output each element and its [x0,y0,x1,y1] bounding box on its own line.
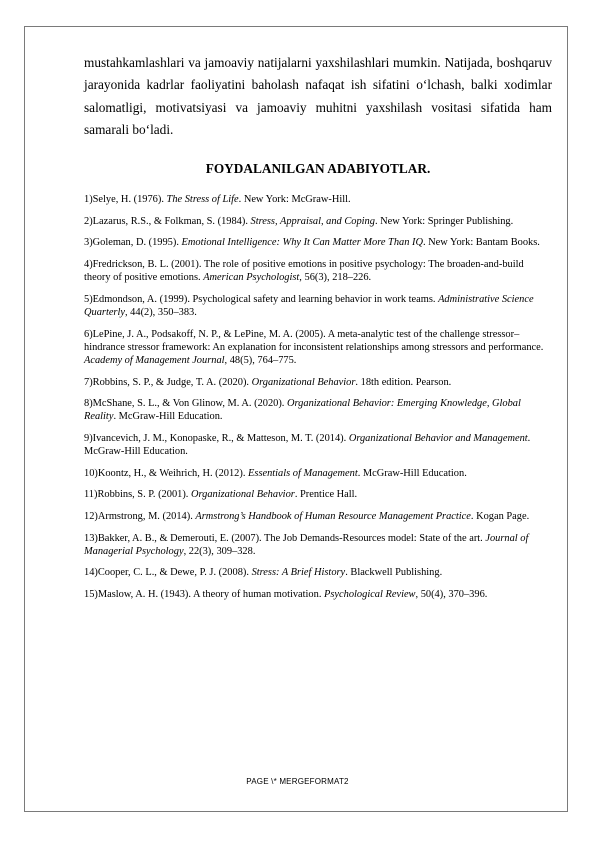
reference-details: . Blackwell Publishing. [345,567,443,579]
reference-item [84,488,552,501]
reference-text: 15)Maslow, A. H. (1943). A theory of human motivation. [84,588,325,600]
reference-item [84,532,552,558]
reference-text: 12)Armstrong, M. (2014). [84,510,196,522]
reference-text: 7)Robbins, S. P., & Judge, T. A. (2020). [84,376,252,388]
reference-item [84,258,552,284]
reference-text: 10)Koontz, H., & Weihrich, H. (2012). [84,467,249,479]
reference-item [84,510,552,523]
reference-title: Stress, Appraisal, and Coping [250,215,375,227]
reference-item [84,432,552,458]
reference-item [84,193,552,206]
reference-details: . New York: Springer Publishing. [374,215,514,227]
reference-text: 5)Edmondson, A. (1999). Psychological safety and learning behavior in work teams. [84,293,439,305]
reference-item [84,293,552,319]
reference-text: 11)Robbins, S. P. (2001). [84,489,191,501]
reference-text: 8)McShane, S. L., & Von Glinow, M. A. (2020). [84,398,288,410]
reference-item [84,588,552,601]
reference-details: . Prentice Hall. [294,489,358,501]
reference-details: , 48(5), 764–775. [224,354,297,366]
reference-item [84,328,552,368]
reference-details: . McGraw-Hill Education. [113,411,223,423]
document-body [84,52,552,610]
reference-title: Armstrong’s Handbook of Human Resource Management Practice [195,510,471,522]
reference-item [84,215,552,228]
reference-text: 4)Fredrickson, B. L. (2001). The role of positive emotions in positive psychology: The broaden-and-build theory of positive emotions. [84,258,524,284]
reference-title: Organizational Behavior [191,489,295,501]
reference-details: , 50(4), 370–396. [415,588,488,600]
reference-title: Organizational Behavior and Management [348,432,528,444]
reference-details: . New York: Bantam Books. [422,237,540,249]
reference-title: Organizational Behavior [251,376,356,388]
reference-item [84,376,552,389]
reference-item [84,236,552,249]
reference-details: , 22(3), 309–328. [183,545,256,557]
reference-title: Emotional Intelligence: Why It Can Matter More Than IQ [181,237,423,249]
reference-details: . New York: McGraw-Hill. [238,194,351,206]
reference-text: 13)Bakker, A. B., & Demerouti, E. (2007). The Job Demands-Resources model: State of the art. [84,532,486,544]
reference-title: Journal of Managerial Psychology [84,532,529,557]
reference-title: Academy of Management Journal [84,354,225,366]
reference-details: , 44(2), 350–383. [124,306,197,318]
reference-item [84,397,552,423]
reference-item [84,467,552,480]
reference-item [84,566,552,579]
reference-details: . McGraw-Hill Education. [357,467,467,479]
reference-details: . 18th edition. Pearson. [355,376,452,388]
reference-title: Administrative Science Quarterly [84,293,534,318]
reference-details: , 56(3), 218–226. [299,272,372,284]
reference-title: Organizational Behavior: Emerging Knowledge, Global Reality [84,398,521,423]
reference-text: 14)Cooper, C. L., & Dewe, P. J. (2008). [84,567,252,579]
page-footer: PAGE \* MERGEFORMAT2 [246,777,349,786]
reference-text: 1)Selye, H. (1976). [84,194,167,206]
reference-title: The Stress of Life [166,194,239,206]
reference-details: . Kogan Page. [470,510,530,522]
reference-text: 9)Ivancevich, J. M., Konopaske, R., & Matteson, M. T. (2014). [84,432,349,444]
reference-text: 6)LePine, J. A., Podsakoff, N. P., & LePine, M. A. (2005). A meta-analytic test of the challenge stressor–hindrance stressor framework: An explanation for inconsistent relationships among stressors and performance. [84,328,544,353]
reference-title: Psychological Review [324,588,416,600]
reference-details: . McGraw-Hill Education. [84,432,531,458]
references-heading: FOYDALANILGAN ADABIYOTLAR. [205,161,431,177]
reference-text: 3)Goleman, D. (1995). [84,237,182,249]
intro-paragraph: mustahkamlashlari va jamoaviy natijalarni yaxshilashlari mumkin. Natijada, boshqaruv jarayonida kadrlar faoliyatini baholash nafaqat ish sifatini o‘lchash, balki xodimlar salomatligi, motivatsiyasi va jamoaviy muhitni yaxshilash vositasi sifatida ham samarali bo‘ladi. [84,55,552,137]
reference-text: 2)Lazarus, R.S., & Folkman, S. (1984). [84,215,251,227]
reference-title: Essentials of Management [248,467,358,479]
reference-list [84,193,552,601]
reference-title: Stress: A Brief History [251,567,346,579]
reference-title: American Psychologist [203,272,300,284]
